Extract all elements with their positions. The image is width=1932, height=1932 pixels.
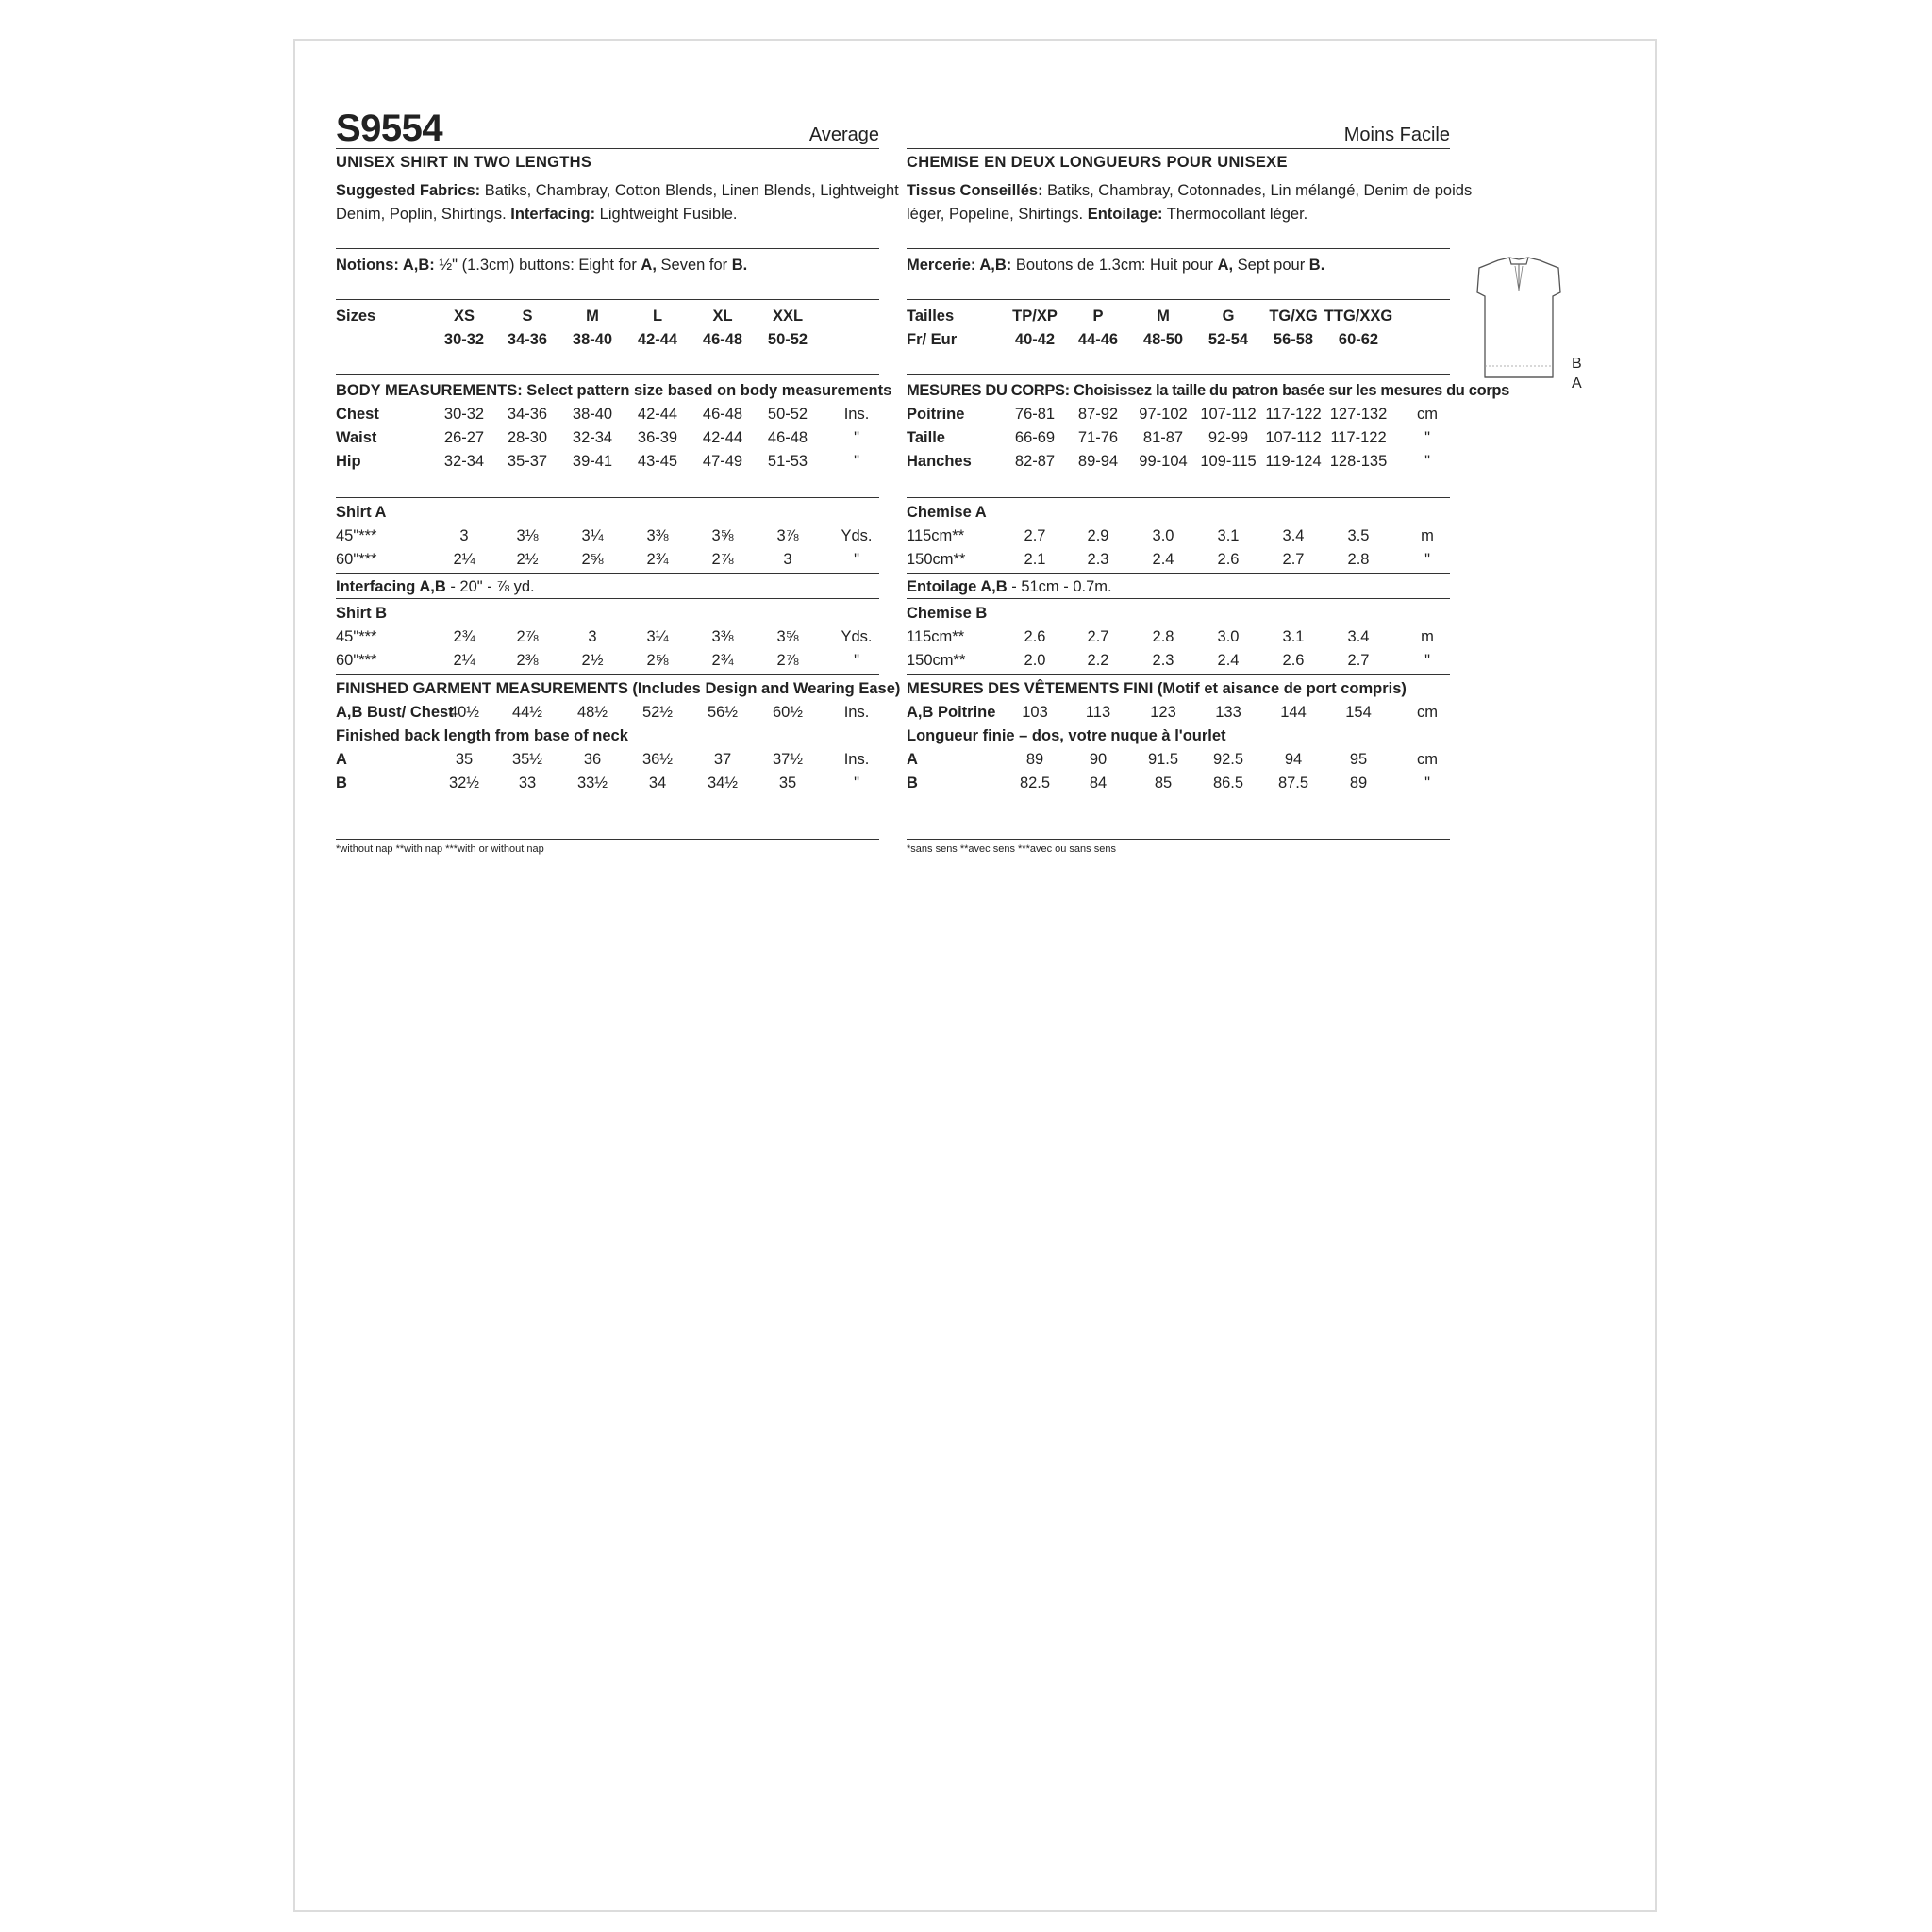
table-cell: 3.1: [1217, 527, 1240, 544]
unit-cell: Yds.: [841, 628, 873, 645]
unit-cell: ": [1424, 774, 1430, 791]
table-cell: 89: [1349, 774, 1368, 791]
fabrics-line-1: [907, 181, 1472, 200]
table-cell: 3⅝: [711, 527, 734, 544]
table-cell: 2¼: [453, 652, 475, 669]
table-cell: 87.5: [1277, 774, 1309, 791]
interfacing-amount: - 20" - ⅞ yd.: [445, 578, 535, 595]
notions-view-b: B.: [731, 257, 748, 274]
table-cell: 66-69: [1014, 429, 1056, 446]
size-cell: 30-32: [443, 331, 485, 348]
table-cell: 2¾: [646, 551, 669, 568]
table-cell: 42-44: [702, 429, 743, 446]
table-cell: 3: [588, 628, 597, 645]
table-cell: 2.3: [1152, 652, 1174, 669]
table-cell: 50-52: [767, 406, 808, 423]
table-cell: 2.0: [1024, 652, 1046, 669]
unit-cell: ": [1424, 652, 1430, 669]
fabrics-line-2: [907, 205, 1307, 224]
view-a-label: A: [1572, 375, 1582, 391]
table-cell: 36½: [641, 751, 674, 768]
table-cell: 107-112: [1265, 429, 1322, 446]
row-label: A: [336, 751, 347, 768]
size-cell: XS: [453, 308, 475, 325]
table-cell: 89-94: [1077, 453, 1119, 470]
table-cell: 2.7: [1282, 551, 1305, 568]
body-measurements-heading: BODY MEASUREMENTS: Select pattern size based on body measurements: [336, 382, 892, 399]
pattern-number: S9554: [336, 108, 443, 149]
notions-text: Seven for: [656, 257, 732, 274]
table-cell: 86.5: [1212, 774, 1244, 791]
back-length-heading: Finished back length from base of neck: [336, 727, 628, 744]
unit-cell: ": [854, 551, 859, 568]
shirt-a-heading: Chemise A: [907, 504, 987, 521]
table-cell: 33: [518, 774, 537, 791]
table-cell: 2.1: [1024, 551, 1046, 568]
notions-text: ½" (1.3cm) buttons: Eight for: [434, 257, 641, 274]
row-label: B: [336, 774, 347, 791]
shirt-a-heading: Shirt A: [336, 504, 387, 521]
size-cell: M: [1157, 308, 1170, 325]
divider: [336, 674, 879, 675]
row-label: Hip: [336, 453, 361, 470]
table-cell: 154: [1345, 704, 1372, 721]
divider: [336, 573, 879, 574]
table-cell: 2.8: [1347, 551, 1370, 568]
table-cell: 76-81: [1014, 406, 1056, 423]
table-cell: 35½: [511, 751, 543, 768]
table-cell: 94: [1284, 751, 1303, 768]
table-cell: 87-92: [1077, 406, 1119, 423]
unit-cell: cm: [1417, 704, 1438, 721]
table-cell: 3⅜: [646, 527, 669, 544]
table-cell: 47-49: [702, 453, 743, 470]
table-cell: 71-76: [1077, 429, 1119, 446]
pattern-title: CHEMISE EN DEUX LONGUEURS POUR UNISEXE: [907, 154, 1288, 171]
table-cell: 2.2: [1087, 652, 1109, 669]
size-cell: S: [522, 308, 533, 325]
table-cell: 60½: [772, 704, 804, 721]
pattern-title: UNISEX SHIRT IN TWO LENGTHS: [336, 154, 592, 171]
divider: [336, 374, 879, 375]
table-cell: 2⅞: [776, 652, 799, 669]
row-label: A: [907, 751, 918, 768]
table-cell: 34½: [707, 774, 739, 791]
table-cell: 2¼: [453, 551, 475, 568]
table-cell: 2.9: [1087, 527, 1109, 544]
table-cell: 133: [1215, 704, 1241, 721]
row-label: Chest: [336, 406, 379, 423]
interfacing-label: Entoilage A,B: [907, 578, 1008, 595]
fabrics-text: léger, Popeline, Shirtings.: [907, 206, 1088, 223]
size-cell: 34-36: [507, 331, 548, 348]
body-measurements-heading: MESURES DU CORPS: Choisissez la taille du patron basée sur les mesures du corps: [907, 382, 1509, 399]
row-label: 45"***: [336, 527, 377, 544]
row-label: Poitrine: [907, 406, 965, 423]
table-cell: 2.7: [1087, 628, 1109, 645]
shirt-back-view-icon: [1472, 255, 1566, 406]
table-cell: 32-34: [572, 429, 613, 446]
shirt-b-heading: Chemise B: [907, 605, 988, 622]
footnote: *sans sens **avec sens ***avec ou sans sens: [907, 843, 1116, 855]
table-cell: 35: [778, 774, 797, 791]
divider: [907, 374, 1450, 375]
table-cell: 85: [1154, 774, 1173, 791]
row-label: Waist: [336, 429, 377, 446]
size-cell: 52-54: [1208, 331, 1249, 348]
difficulty-level: Average: [808, 125, 879, 145]
unit-cell: ": [854, 652, 859, 669]
table-cell: 3⅛: [516, 527, 539, 544]
table-cell: 109-115: [1200, 453, 1257, 470]
divider: [336, 148, 879, 149]
table-cell: 2⅝: [646, 652, 669, 669]
row-label: A,B Bust/ Chest: [336, 704, 454, 721]
size-cell: TP/XP: [1012, 308, 1058, 325]
table-cell: 28-30: [507, 429, 548, 446]
table-cell: 2.7: [1024, 527, 1046, 544]
notions-label: Mercerie: A,B:: [907, 257, 1012, 274]
row-label: Taille: [907, 429, 945, 446]
unit-cell: Ins.: [843, 751, 870, 768]
table-cell: 92.5: [1212, 751, 1244, 768]
table-cell: 97-102: [1139, 406, 1188, 423]
table-cell: 33½: [576, 774, 608, 791]
table-cell: 3: [459, 527, 469, 544]
unit-cell: ": [1424, 453, 1430, 470]
interfacing-line: [907, 577, 1112, 596]
table-cell: 2⅝: [581, 551, 604, 568]
table-cell: 46-48: [767, 429, 808, 446]
table-cell: 40½: [448, 704, 480, 721]
fabrics-text: Batiks, Chambray, Cotonnades, Lin mélangé, Denim de poids: [1042, 182, 1473, 199]
row-label: 45"***: [336, 628, 377, 645]
divider: [907, 497, 1450, 498]
table-cell: 103: [1022, 704, 1048, 721]
table-cell: 3¼: [581, 527, 604, 544]
divider: [336, 598, 879, 599]
unit-cell: Yds.: [841, 527, 873, 544]
unit-cell: ": [854, 774, 859, 791]
notions-text: Boutons de 1.3cm: Huit pour: [1011, 257, 1218, 274]
table-cell: 107-112: [1200, 406, 1257, 423]
table-cell: 3: [783, 551, 792, 568]
size-cell: XL: [712, 308, 733, 325]
row-label: 115cm**: [907, 527, 965, 544]
table-cell: 95: [1349, 751, 1368, 768]
interfacing-label: Interfacing:: [510, 206, 596, 223]
unit-cell: m: [1421, 628, 1434, 645]
footnote: *without nap **with nap ***with or without nap: [336, 843, 544, 855]
table-cell: 35: [455, 751, 474, 768]
size-cell: 48-50: [1142, 331, 1184, 348]
size-cell: 46-48: [702, 331, 743, 348]
table-cell: 3.4: [1282, 527, 1305, 544]
interfacing-text: Thermocollant léger.: [1162, 206, 1308, 223]
fabrics-line-1: [336, 181, 899, 200]
table-cell: 48½: [576, 704, 608, 721]
table-cell: 3⅞: [776, 527, 799, 544]
row-label: B: [907, 774, 918, 791]
table-cell: 117-122: [1265, 406, 1322, 423]
row-label: 150cm**: [907, 551, 966, 568]
row-label: 60"***: [336, 551, 377, 568]
table-cell: 2.6: [1217, 551, 1240, 568]
size-cell: 40-42: [1014, 331, 1056, 348]
fabrics-text: Denim, Poplin, Shirtings.: [336, 206, 511, 223]
table-cell: 3.0: [1152, 527, 1174, 544]
table-cell: 99-104: [1139, 453, 1188, 470]
interfacing-amount: - 51cm - 0.7m.: [1007, 578, 1112, 595]
table-cell: 52½: [641, 704, 674, 721]
row-label: 115cm**: [907, 628, 965, 645]
table-cell: 2½: [581, 652, 604, 669]
row-label: Hanches: [907, 453, 972, 470]
size-cell: XXL: [772, 308, 804, 325]
fabrics-label: Tissus Conseillés:: [907, 182, 1043, 199]
table-cell: 2⅜: [516, 652, 539, 669]
table-cell: 2.6: [1282, 652, 1305, 669]
divider: [907, 573, 1450, 574]
interfacing-label: Entoilage:: [1087, 206, 1163, 223]
divider: [907, 248, 1450, 249]
row-label: A,B Poitrine: [907, 704, 996, 721]
table-cell: 32-34: [443, 453, 485, 470]
table-cell: 2.4: [1217, 652, 1240, 669]
table-cell: 91.5: [1147, 751, 1179, 768]
table-cell: 37: [713, 751, 732, 768]
size-cell: 42-44: [637, 331, 678, 348]
table-cell: 82-87: [1014, 453, 1056, 470]
table-cell: 81-87: [1142, 429, 1184, 446]
interfacing-line: [336, 577, 535, 596]
table-cell: 92-99: [1208, 429, 1249, 446]
table-cell: 34: [648, 774, 667, 791]
unit-cell: Ins.: [843, 406, 870, 423]
table-cell: 36-39: [637, 429, 678, 446]
divider: [336, 299, 879, 300]
divider: [336, 248, 879, 249]
notions-label: Notions: A,B:: [336, 257, 435, 274]
unit-cell: m: [1421, 527, 1434, 544]
table-cell: 89: [1025, 751, 1044, 768]
table-cell: 2⅞: [516, 628, 539, 645]
table-cell: 35-37: [507, 453, 548, 470]
table-cell: 2.3: [1087, 551, 1109, 568]
divider: [336, 497, 879, 498]
shirt-b-heading: Shirt B: [336, 605, 388, 622]
back-length-heading: Longueur finie – dos, votre nuque à l'ourlet: [907, 727, 1226, 744]
divider: [907, 148, 1450, 149]
table-cell: 84: [1089, 774, 1108, 791]
sizes-label: Tailles: [907, 308, 955, 325]
notions-view-a: A,: [641, 257, 657, 274]
table-cell: 32½: [448, 774, 480, 791]
table-cell: 2.7: [1347, 652, 1370, 669]
table-cell: 113: [1085, 704, 1111, 721]
table-cell: 39-41: [572, 453, 613, 470]
table-cell: 90: [1089, 751, 1108, 768]
table-cell: 3.0: [1217, 628, 1240, 645]
divider: [907, 674, 1450, 675]
fabrics-label: Suggested Fabrics:: [336, 182, 481, 199]
table-cell: 38-40: [572, 406, 613, 423]
notions-view-b: B.: [1308, 257, 1325, 274]
table-cell: 44½: [511, 704, 543, 721]
table-cell: 56½: [707, 704, 739, 721]
divider: [907, 299, 1450, 300]
size-cell: M: [586, 308, 599, 325]
table-cell: 2.4: [1152, 551, 1174, 568]
unit-cell: Ins.: [843, 704, 870, 721]
divider: [907, 598, 1450, 599]
difficulty-level: Moins Facile: [1343, 125, 1450, 145]
finished-measurements-heading: FINISHED GARMENT MEASUREMENTS (Includes Design and Wearing Ease): [336, 680, 901, 697]
finished-measurements-heading: MESURES DES VÊTEMENTS FINI (Motif et aisance de port compris): [907, 680, 1407, 697]
fabrics-text: Batiks, Chambray, Cotton Blends, Linen Blends, Lightweight: [480, 182, 899, 199]
notions-text: Sept pour: [1233, 257, 1309, 274]
table-cell: 43-45: [637, 453, 678, 470]
unit-cell: cm: [1417, 406, 1438, 423]
table-cell: 34-36: [507, 406, 548, 423]
table-cell: 2½: [516, 551, 539, 568]
table-cell: 2.8: [1152, 628, 1174, 645]
fabrics-line-2: [336, 205, 738, 224]
unit-cell: ": [1424, 429, 1430, 446]
view-b-label: B: [1572, 356, 1582, 372]
divider: [907, 839, 1450, 840]
table-cell: 2.6: [1024, 628, 1046, 645]
interfacing-text: Lightweight Fusible.: [595, 206, 738, 223]
notions-line: [907, 256, 1324, 275]
table-cell: 46-48: [702, 406, 743, 423]
divider: [336, 839, 879, 840]
unit-cell: ": [854, 453, 859, 470]
row-label: 150cm**: [907, 652, 966, 669]
table-cell: 51-53: [767, 453, 808, 470]
table-cell: 2¾: [711, 652, 734, 669]
size-cell: 44-46: [1077, 331, 1119, 348]
notions-line: [336, 256, 747, 275]
unit-cell: ": [1424, 551, 1430, 568]
table-cell: 30-32: [443, 406, 485, 423]
sizes-label: Sizes: [336, 308, 376, 325]
table-cell: 36: [583, 751, 602, 768]
size-cell: P: [1092, 308, 1104, 325]
notions-view-a: A,: [1217, 257, 1234, 274]
table-cell: 2⅞: [711, 551, 734, 568]
table-cell: 3.5: [1347, 527, 1370, 544]
table-cell: 128-135: [1329, 453, 1388, 470]
size-cell: 50-52: [767, 331, 808, 348]
table-cell: 26-27: [443, 429, 485, 446]
table-cell: 144: [1280, 704, 1307, 721]
table-cell: 82.5: [1019, 774, 1051, 791]
sizes-label-eur: Fr/ Eur: [907, 331, 958, 348]
table-cell: 3.1: [1282, 628, 1305, 645]
interfacing-label: Interfacing A,B: [336, 578, 446, 595]
size-cell: 56-58: [1273, 331, 1314, 348]
size-cell: TTG/XXG: [1324, 308, 1393, 325]
table-cell: 127-132: [1329, 406, 1388, 423]
table-cell: 3¼: [646, 628, 669, 645]
row-label: 60"***: [336, 652, 377, 669]
table-cell: 3.4: [1347, 628, 1370, 645]
table-cell: 42-44: [637, 406, 678, 423]
table-cell: 117-122: [1330, 429, 1387, 446]
table-cell: 3⅝: [776, 628, 799, 645]
table-cell: 123: [1150, 704, 1176, 721]
size-cell: TG/XG: [1269, 308, 1318, 325]
table-cell: 119-124: [1265, 453, 1322, 470]
size-cell: 38-40: [572, 331, 613, 348]
unit-cell: cm: [1417, 751, 1438, 768]
size-cell: L: [652, 308, 663, 325]
table-cell: 3⅜: [711, 628, 734, 645]
table-cell: 37½: [772, 751, 804, 768]
size-cell: G: [1222, 308, 1235, 325]
table-cell: 2¾: [453, 628, 475, 645]
unit-cell: ": [854, 429, 859, 446]
size-cell: 60-62: [1338, 331, 1379, 348]
